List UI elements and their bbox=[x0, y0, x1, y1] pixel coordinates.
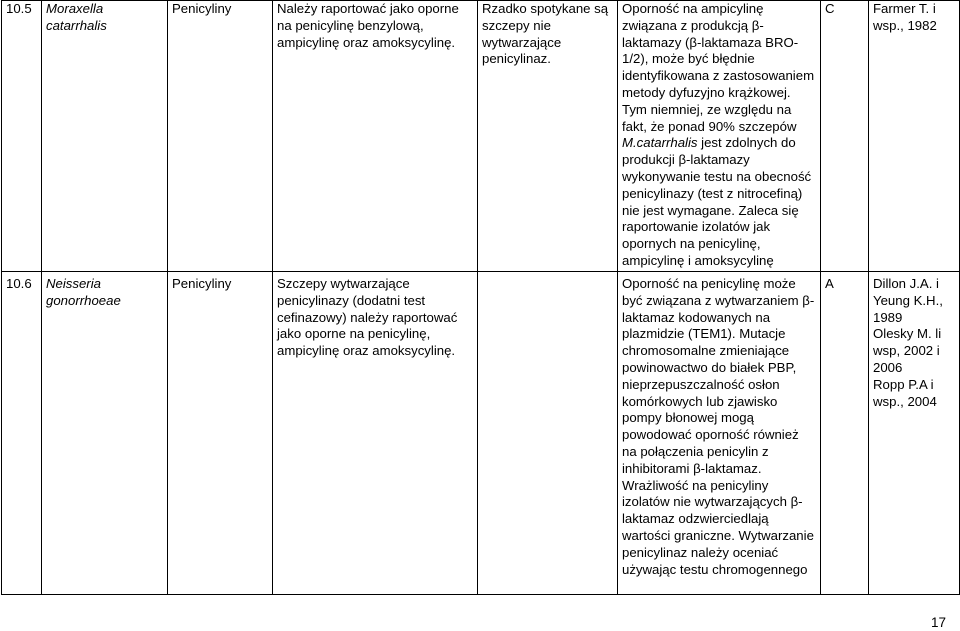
antibiotic-group: Penicyliny bbox=[168, 1, 273, 272]
reference-line: 2006 bbox=[873, 359, 903, 375]
species-name: gonorrhoeae bbox=[46, 292, 121, 308]
comment-text: Oporność na ampicylinę związana z produkcją β-laktamazy (β-laktamaza BRO-1/2), może być błędnie identyfikowana z zastosowaniem metody dyfuzyjno krążkowej. Tym niemniej, ze względu na fakt, że ponad 90% szczepów bbox=[622, 1, 815, 134]
row-number: 10.5 bbox=[2, 1, 42, 272]
reference-line: Farmer T. i bbox=[873, 1, 936, 16]
species-genus: Neisseria bbox=[46, 276, 101, 291]
reference-line: Yeung K.H., bbox=[873, 292, 943, 308]
rare-phenotype-note bbox=[478, 272, 618, 595]
reference-line: Dillon J.A. i bbox=[873, 276, 939, 291]
reference-line: wsp., 1982 bbox=[873, 17, 937, 33]
comment-text: Oporność na penicylinę może być związana z wytwarzaniem β-laktamaz kodowanych na plazmidzie (TEM1). Mutacje chromosomalne zmieniające powinowactwo do białek PBP, nieprzepuszczalność osłon komórkowych lub zjawisko pompy błonowej mogą powodować oporność również na połączenia penicylin z inhibitorami β-laktamaz. Wrażliwość na penicyliny izolatów nie wytwarzających β-laktamaz odzwierciedlają wartości graniczne. Wytwarzanie penicylinaz należy oceniać używając testu chromogennego bbox=[622, 276, 815, 577]
evidence-category: C bbox=[821, 1, 869, 272]
reference-line: wsp., 2004 bbox=[873, 393, 937, 409]
recommendations-table bbox=[1, 0, 960, 595]
species-name: catarrhalis bbox=[46, 17, 107, 33]
references-cell bbox=[869, 1, 960, 272]
reference-line: Olesky M. li bbox=[873, 326, 942, 342]
species-cell bbox=[42, 272, 168, 595]
reference-line: wsp, 2002 i bbox=[873, 343, 940, 359]
reporting-note: Należy raportować jako oporne na penicylinę benzylową, ampicylinę oraz amoksycylinę. bbox=[273, 1, 478, 272]
evidence-category: A bbox=[821, 272, 869, 595]
reporting-note: Szczepy wytwarzające penicylinazy (dodatni test cefinazowy) należy raportować jako oporne na penicylinę, ampicylinę oraz amoksycylinę. bbox=[273, 272, 478, 595]
references-cell bbox=[869, 272, 960, 595]
comment-cell bbox=[618, 272, 821, 595]
comment-species-italic: M.catarrhalis bbox=[622, 135, 698, 151]
reference-line: Ropp P.A i bbox=[873, 376, 934, 392]
comment-text-continued: jest zdolnych do produkcji β-laktamazy wykonywanie testu na obecność penicylinazy (test z nitrocefiną) nie jest wymagane. Zaleca się raportowanie izolatów jak opornych na penicylinę, ampicylinę i amoksycylinę bbox=[622, 135, 812, 268]
page-number: 17 bbox=[930, 615, 946, 630]
antibiotic-group: Penicyliny bbox=[168, 272, 273, 595]
rare-phenotype-note: Rzadko spotykane są szczepy nie wytwarzające penicylinaz. bbox=[478, 1, 618, 272]
species-cell bbox=[42, 1, 168, 272]
table-row bbox=[2, 1, 960, 272]
table-row bbox=[2, 272, 960, 595]
species-genus: Moraxella bbox=[46, 1, 104, 16]
comment-cell bbox=[618, 1, 821, 272]
reference-line: 1989 bbox=[873, 309, 903, 325]
row-number: 10.6 bbox=[2, 272, 42, 595]
